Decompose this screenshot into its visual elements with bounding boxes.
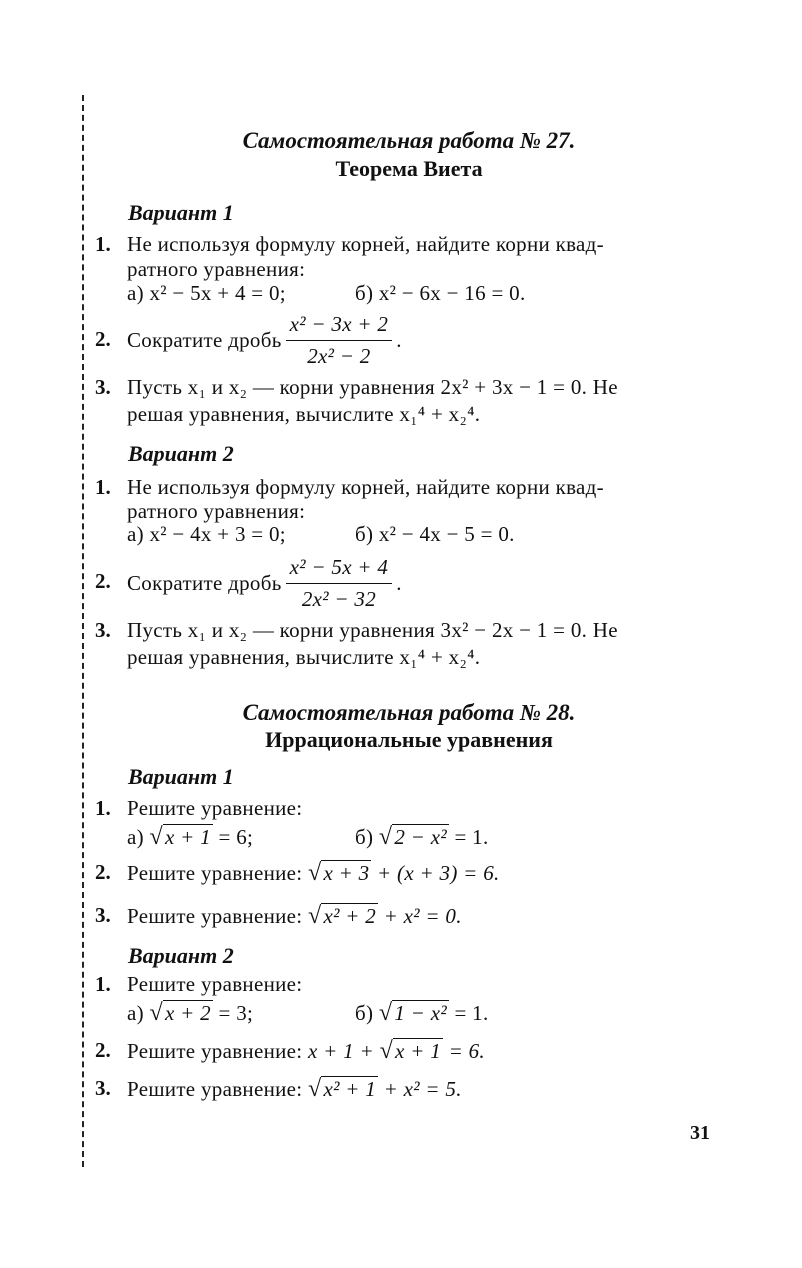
s27v2-task-2-number: 2. bbox=[95, 569, 111, 593]
section-27-subtitle: Теорема Виета bbox=[335, 156, 483, 181]
s27v2-task-2-fraction bbox=[286, 555, 393, 612]
s28v2-task-2-number: 2. bbox=[95, 1038, 111, 1062]
page-number: 31 bbox=[690, 1122, 710, 1144]
sqrt-expression: √1 − x² bbox=[378, 1000, 447, 1026]
s28v2-task-3-number: 3. bbox=[95, 1076, 111, 1100]
s27v1-task-1-a: а) x² − 5x + 4 = 0; bbox=[127, 281, 286, 305]
s27v2-task-1-line-2: ратного уравнения: bbox=[127, 499, 306, 523]
s28v1-task-1-a: а) √x + 1 = 6; bbox=[127, 824, 254, 850]
s27v2-task-1-number: 1. bbox=[95, 475, 111, 499]
s27v2-task-3-number: 3. bbox=[95, 618, 111, 642]
s27v2-task-2: Сократите дробь $\frac{\text{x² − 5x + 4}}{\text{2x² − 32}}$ . bbox=[127, 555, 402, 611]
s27v2-task-1-b: б) x² − 4x − 5 = 0. bbox=[355, 522, 515, 546]
s28v2-task-1-text: Решите уравнение: bbox=[127, 972, 303, 996]
sqrt-expression: √x + 1 bbox=[149, 824, 211, 850]
fraction-denominator: 2x² − 32 bbox=[301, 587, 376, 611]
s27v1-task-1-number: 1. bbox=[95, 232, 111, 256]
s27v1-task-2: Сократите дробь $\frac{\text{x² − 3x + 2}}{\text{2x² − 2}}$ . bbox=[127, 312, 402, 368]
s28v1-task-1-text: Решите уравнение: bbox=[127, 796, 303, 820]
sqrt-expression: √x + 2 bbox=[149, 1000, 211, 1026]
sqrt-expression: √x + 1 bbox=[379, 1038, 442, 1064]
s28v2-task-3: Решите уравнение: √x² + 1 + x² = 5. bbox=[127, 1076, 462, 1102]
s27v1-task-2-fraction bbox=[286, 312, 393, 369]
s27v1-task-1-line-2: ратного уравнения: bbox=[127, 257, 306, 281]
s28v2-task-1-number: 1. bbox=[95, 972, 111, 996]
s27v1-task-3-number: 3. bbox=[95, 375, 111, 399]
s27v2-task-1-line-1: Не используя формулу корней, найдите корни квад- bbox=[127, 475, 604, 499]
s28v2-task-1-a: а) √x + 2 = 3; bbox=[127, 1000, 254, 1026]
s27v2-task-2-text: Сократите дробь bbox=[127, 571, 282, 595]
fraction-denominator: 2x² − 2 bbox=[307, 344, 371, 368]
s28v1-task-1-number: 1. bbox=[95, 796, 111, 820]
section-27-title: Самостоятельная работа № 27. bbox=[242, 128, 576, 153]
s27v1-task-1-line-1: Не используя формулу корней, найдите корни квад- bbox=[127, 232, 604, 256]
s28v2-task-2: Решите уравнение: x + 1 + √x + 1 = 6. bbox=[127, 1038, 485, 1064]
sqrt-expression: √2 − x² bbox=[378, 824, 447, 850]
s28v1-task-2-number: 2. bbox=[95, 860, 111, 884]
s27v1-task-2-number: 2. bbox=[95, 327, 111, 351]
s27-variant-2-label: Вариант 2 bbox=[128, 441, 234, 466]
s28v1-task-2: Решите уравнение: √x + 3 + (x + 3) = 6. bbox=[127, 860, 500, 886]
sqrt-expression: √x² + 2 bbox=[307, 903, 377, 929]
s27v1-task-2-text: Сократите дробь bbox=[127, 328, 282, 352]
s28v2-task-1-b: б) √1 − x² = 1. bbox=[355, 1000, 489, 1026]
s28v1-task-1-b: б) √2 − x² = 1. bbox=[355, 824, 489, 850]
section-28-title: Самостоятельная работа № 28. bbox=[242, 700, 576, 725]
s27v1-task-3-line-1: Пусть x₁ и x₂ — корни уравнения 2x² + 3x − 1 = 0. Не bbox=[127, 375, 618, 399]
s27v2-task-3-line-2: решая уравнения, вычислите x₁⁴ + x₂⁴. bbox=[127, 645, 481, 669]
s27v2-task-3-line-1: Пусть x₁ и x₂ — корни уравнения 3x² − 2x − 1 = 0. Не bbox=[127, 618, 618, 642]
sqrt-expression: √x + 3 bbox=[307, 860, 370, 886]
s27v2-task-1-a: а) x² − 4x + 3 = 0; bbox=[127, 522, 286, 546]
sqrt-expression: √x² + 1 bbox=[307, 1076, 377, 1102]
s28v1-task-3-number: 3. bbox=[95, 903, 111, 927]
s27v1-task-3-line-2: решая уравнения, вычислите x₁⁴ + x₂⁴. bbox=[127, 402, 481, 426]
s28-variant-1-label: Вариант 1 bbox=[128, 764, 234, 789]
fraction-numerator: x² − 3x + 2 bbox=[286, 312, 393, 341]
section-28-subtitle: Иррациональные уравнения bbox=[265, 727, 553, 752]
s27-variant-1-label: Вариант 1 bbox=[128, 200, 234, 225]
s27v1-task-1-b: б) x² − 6x − 16 = 0. bbox=[355, 281, 526, 305]
s28-variant-2-label: Вариант 2 bbox=[128, 943, 234, 968]
s28v1-task-3: Решите уравнение: √x² + 2 + x² = 0. bbox=[127, 903, 462, 929]
fraction-numerator: x² − 5x + 4 bbox=[286, 555, 393, 584]
cut-line bbox=[82, 95, 84, 1167]
